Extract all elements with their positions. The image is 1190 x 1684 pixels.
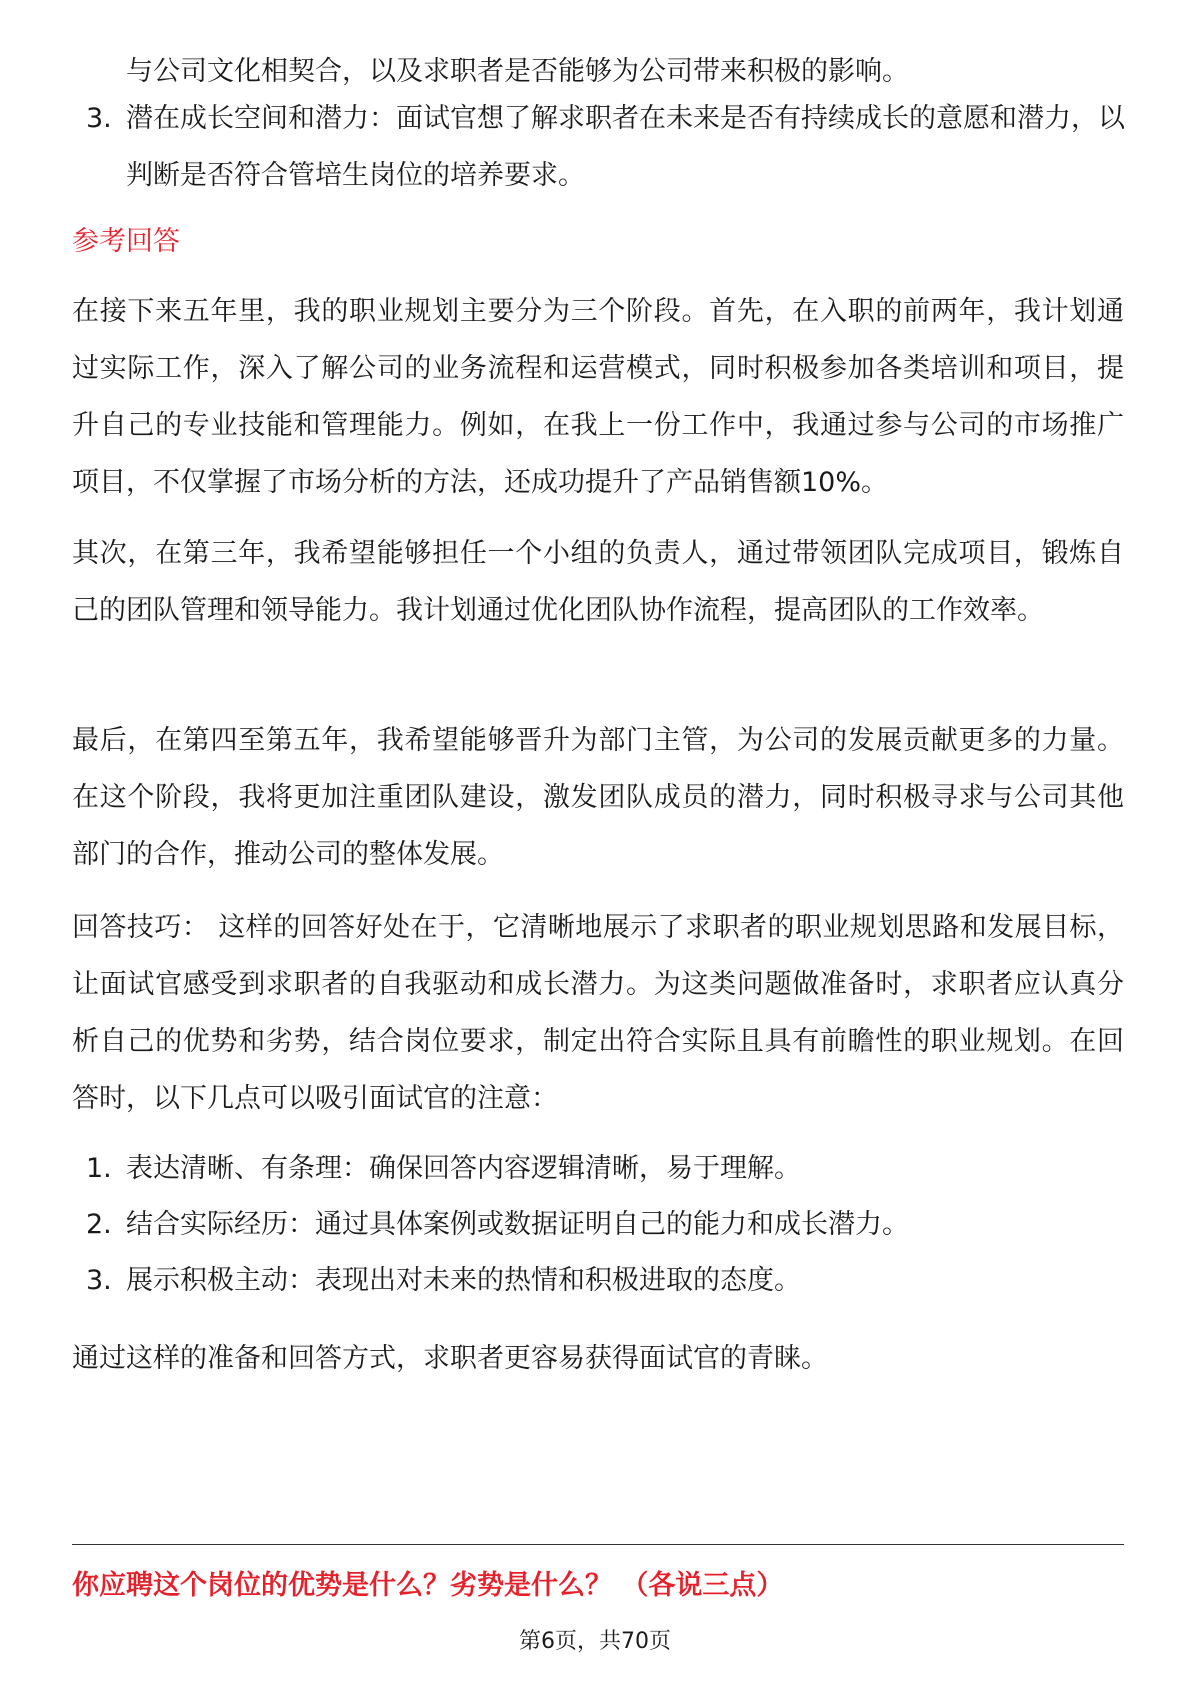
reference-answer-heading: 参考回答 <box>72 226 180 257</box>
list-text: 展示积极主动：表现出对未来的热情和积极进取的态度。 <box>126 1265 801 1296</box>
list-text: 结合实际经历：通过具体案例或数据证明自己的能力和成长潜力。 <box>126 1209 909 1240</box>
answer-paragraph-1: 在接下来五年里，我的职业规划主要分为三个阶段。首先，在入职的前两年，我计划通过实际工作，深入了解公司的业务流程和运营模式，同时积极参加各类培训和项目，提升自己的专业技能和管理能力。例如，在我上一份工作中，我通过参与公司的市场推广项目，不仅掌握了市场分析的方法，还成功提升了产品销售额10%。 <box>72 296 1124 498</box>
answer-paragraph-3: 最后，在第四至第五年，我希望能够晋升为部门主管，为公司的发展贡献更多的力量。在这个阶段，我将更加注重团队建设，激发团队成员的潜力，同时积极寻求与公司其他部门的合作，推动公司的整体发展。 <box>72 725 1124 870</box>
closing-paragraph: 通过这样的准备和回答方式，求职者更容易获得面试官的青睐。 <box>72 1343 828 1374</box>
continuation-text: 与公司文化相契合，以及求职者是否能够为公司带来积极的影响。 <box>126 56 909 87</box>
section-divider <box>72 1544 1124 1545</box>
page-footer: 第6页，共70页 <box>519 1629 671 1654</box>
next-question-heading: 你应聘这个岗位的优势是什么？劣势是什么？ （各说三点） <box>72 1570 784 1601</box>
list-text: 表达清晰、有条理：确保回答内容逻辑清晰，易于理解。 <box>126 1153 801 1184</box>
list-number: 3. <box>86 103 112 134</box>
list-text: 潜在成长空间和潜力：面试官想了解求职者在未来是否有持续成长的意愿和潜力，以判断是否符合管培生岗位的培养要求。 <box>126 103 1125 191</box>
tips-paragraph: 回答技巧： 这样的回答好处在于，它清晰地展示了求职者的职业规划思路和发展目标，让面试官感受到求职者的自我驱动和成长潜力。为这类问题做准备时，求职者应认真分析自己的优势和劣势，结合岗位要求，制定出符合实际且具有前瞻性的职业规划。在回答时，以下几点可以吸引面试官的注意： <box>72 912 1124 1114</box>
list-number: 3. <box>86 1265 112 1296</box>
list-number: 1. <box>86 1153 112 1184</box>
list-number: 2. <box>86 1209 112 1240</box>
answer-paragraph-2: 其次，在第三年，我希望能够担任一个小组的负责人，通过带领团队完成项目，锻炼自己的团队管理和领导能力。我计划通过优化团队协作流程，提高团队的工作效率。 <box>72 538 1124 626</box>
